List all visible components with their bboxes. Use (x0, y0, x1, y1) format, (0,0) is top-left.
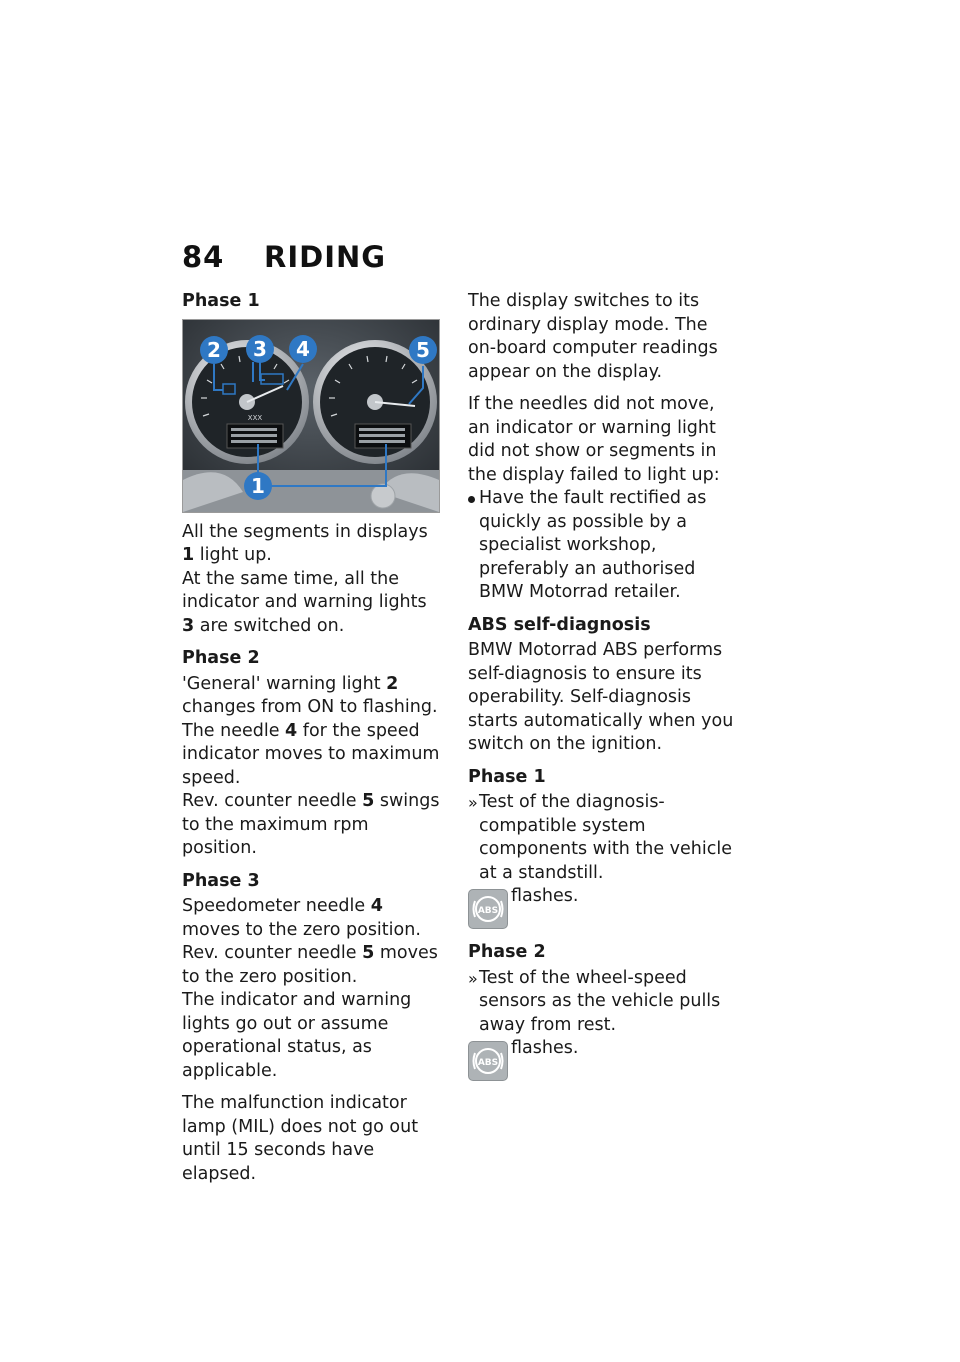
right-column (468, 290, 740, 1093)
callout-5 (409, 336, 437, 364)
svg-text:3: 3 (253, 336, 267, 361)
callout-4 (289, 335, 317, 363)
abs-intro: BMW Motorrad ABS performs self-diagnosis to ensure its operability. Self-diagnosis starts automatically when you switch on the ignition. (468, 640, 734, 754)
phase1-text-b: At the same time, all the indicator and warning lights 3 are switched on. (182, 568, 427, 636)
list-item: » Test of the diagnosis-compatible system components with the vehicle at a standstill. (468, 791, 740, 885)
abs-warning-icon (468, 1041, 508, 1081)
left-column (182, 290, 444, 1195)
display-switch-text: The display switches to its ordinary display mode. The on-board computer readings appear on the display. (468, 291, 718, 382)
phase2-text-b: The needle 4 for the speed indicator moves to maximum speed. (182, 720, 440, 788)
abs-warning-icon (468, 889, 508, 929)
svg-text:4: 4 (296, 336, 310, 361)
page-number: 84 (182, 240, 225, 274)
phase1-heading: Phase 1 (182, 291, 260, 311)
failure-bullets (468, 487, 740, 605)
callout-1 (244, 472, 272, 500)
abs-phase1-heading: Phase 1 (468, 766, 546, 787)
abs-heading: ABS self-diagnosis (468, 614, 651, 635)
abs-phase2-heading: Phase 2 (468, 942, 546, 962)
abs-phase2-flashes: flashes. (511, 1038, 579, 1058)
abs-phase1-flashes: flashes. (511, 886, 579, 906)
section-title: RIDING (264, 240, 387, 274)
phase3-text-c: The indicator and warning lights go out or assume operational status, as applicable. (182, 990, 412, 1081)
svg-text:2: 2 (207, 337, 221, 362)
abs-phase1-indicator (468, 885, 740, 929)
failure-text: If the needles did not move, an indicator or warning light did not show or segments in the display failed to light up: (468, 394, 720, 485)
callout-3 (246, 335, 274, 363)
callout-2 (200, 336, 228, 364)
list-item: Have the fault rectified as quickly as possible by a specialist workshop, preferably an authorised BMW Motorrad retailer. (468, 487, 740, 605)
phase3-text-a: Speedometer needle 4 moves to the zero position. (182, 896, 421, 940)
instrument-cluster-illustration (183, 320, 439, 512)
list-item: » Test of the wheel-speed sensors as the vehicle pulls away from rest. (468, 967, 740, 1038)
svg-text:ABS: ABS (477, 1058, 499, 1068)
mil-text: The malfunction indicator lamp (MIL) does not go out until 15 seconds have elapsed. (182, 1093, 419, 1184)
svg-text:ABS: ABS (477, 906, 499, 916)
abs-phase2-steps (468, 967, 740, 1038)
phase2-heading: Phase 2 (182, 648, 260, 668)
abs-phase1-steps (468, 791, 740, 885)
abs-phase2-indicator (468, 1037, 740, 1081)
svg-text:5: 5 (416, 337, 430, 362)
page-header (182, 240, 386, 274)
phase2-text-c: Rev. counter needle 5 swings to the maximum rpm position. (182, 791, 440, 858)
phase3-heading: Phase 3 (182, 870, 260, 891)
phase2-text-a: 'General' warning light 2 changes from ON to flashing. (182, 673, 438, 717)
phase1-text-a: All the segments in displays 1 light up. (182, 521, 428, 565)
display-xxx-label: XXX (247, 413, 263, 422)
svg-text:1: 1 (251, 473, 265, 498)
instrument-cluster-figure (182, 319, 440, 513)
phase3-text-b: Rev. counter needle 5 moves to the zero position. (182, 943, 438, 987)
